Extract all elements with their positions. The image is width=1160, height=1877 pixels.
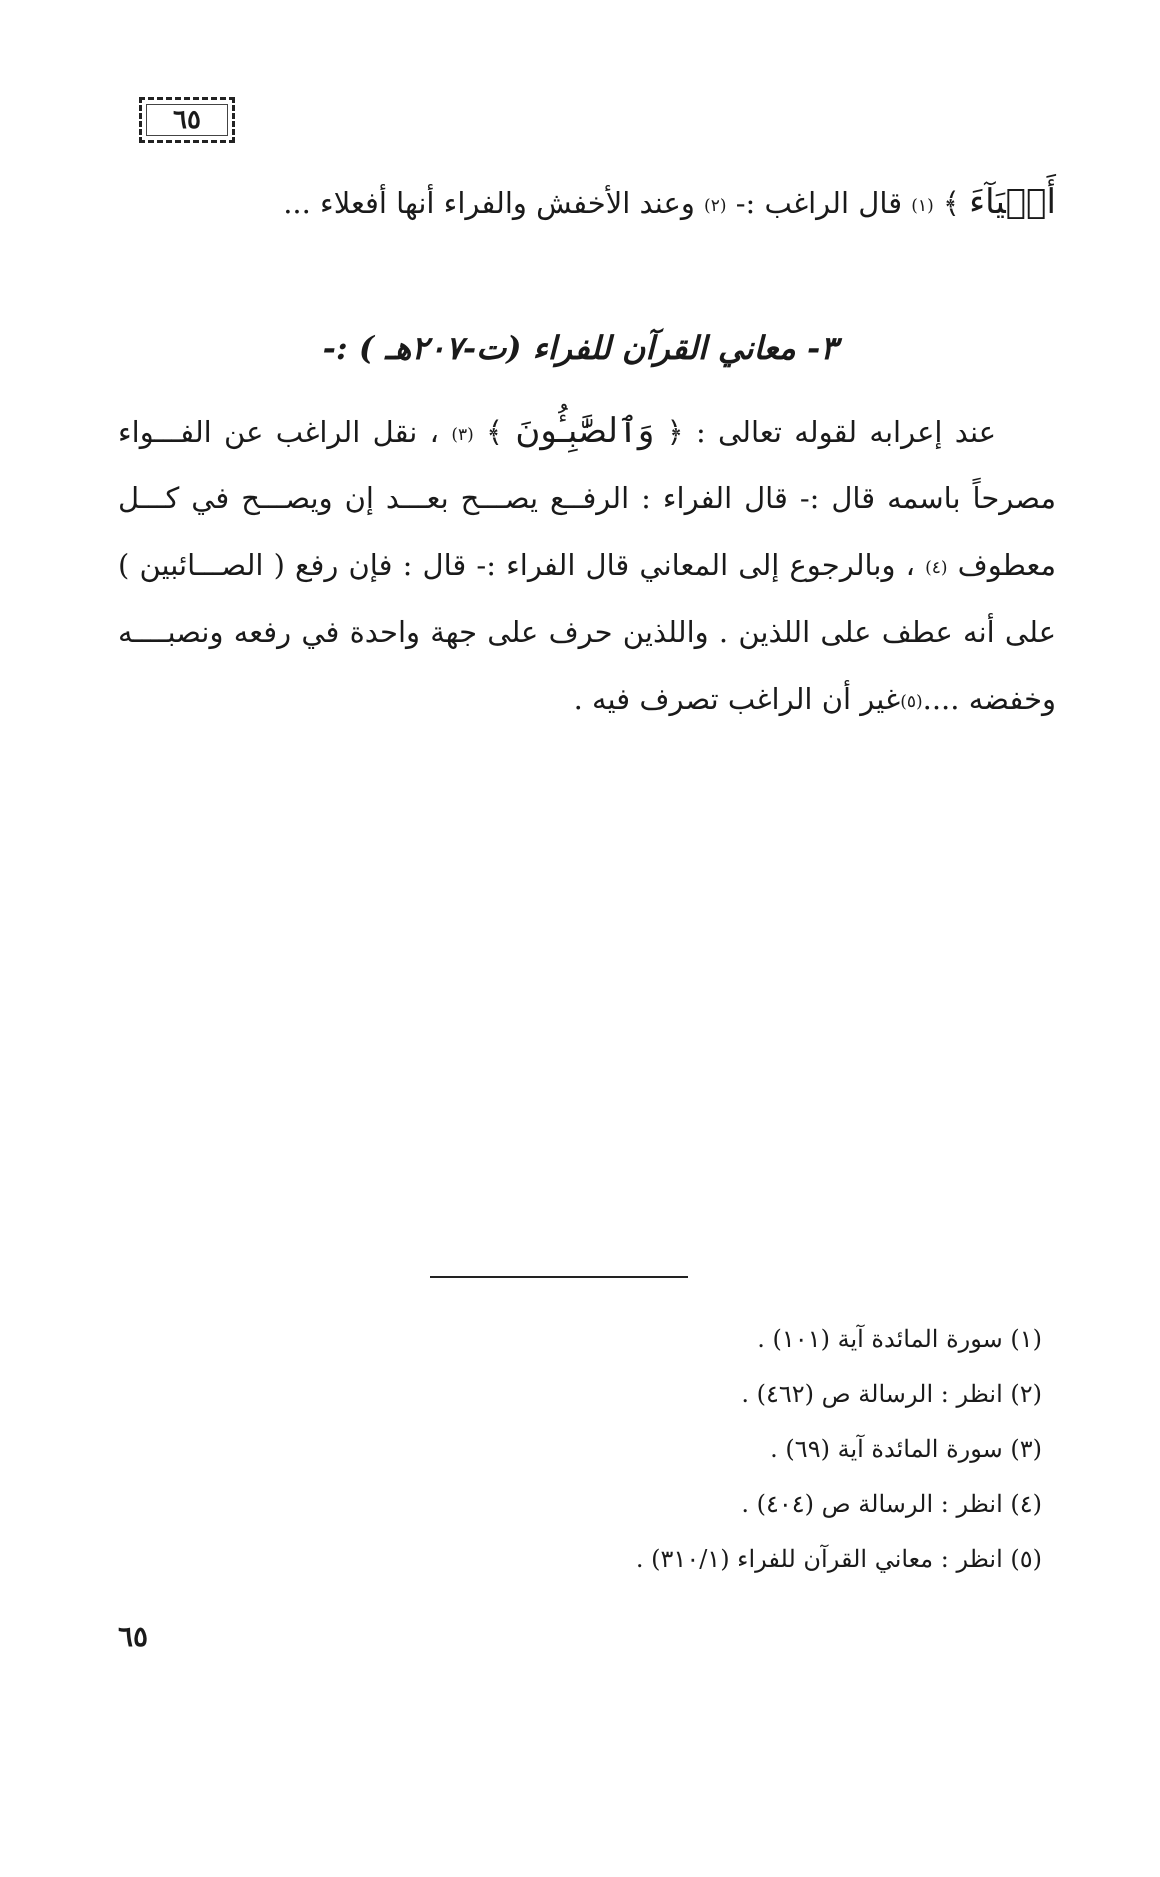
opening-text-b: وعند الأخفش والفراء أنها أفعلاء ... — [283, 186, 695, 220]
footnote-ref-5: (٥) — [900, 692, 923, 712]
footnote-ref-3: (٣) — [451, 425, 474, 445]
line1-text-b: ، نقل الراغب عن الفـــواء — [118, 415, 439, 449]
footnote-ref-4: (٤) — [925, 558, 948, 578]
body-paragraph — [118, 398, 1056, 733]
line5-text-b: غير أن الراغب تصرف فيه . — [573, 682, 901, 716]
page-number-bottom: ٦٥ — [118, 1620, 149, 1653]
opening-line — [200, 172, 1056, 236]
body-line-1 — [118, 398, 1056, 465]
line3-text-b: ، وبالرجوع إلى المعاني قال الفراء :- قال : فإن رفع ( الصـــائبين ) — [118, 548, 915, 582]
page-number-box — [139, 97, 235, 143]
footnote-5: (٥) انظر : معاني القرآن للفراء (٣١٠/١) . — [635, 1545, 1042, 1573]
line3-text-a: معطوف — [957, 548, 1057, 582]
line1-bracket-close: ﴾ — [486, 415, 504, 449]
section-heading: ٣- معاني القرآن للفراء (ت-٢٠٧هـ ) :- — [322, 329, 838, 367]
body-line-5 — [118, 666, 1056, 733]
footnote-1: (١) سورة المائدة آية (١٠١) . — [757, 1325, 1042, 1353]
footnote-2: (٢) انظر : الرسالة ص (٤٦٢) . — [741, 1380, 1042, 1408]
body-line-4: على أنه عطف على اللذين . واللذين حرف على جهة واحدة في رفعه ونصبــــه — [118, 615, 1056, 649]
body-line-2: مصرحاً باسمه قال :- قال الفراء : الرفــع يصـــح بعـــد إن ويصـــح في كـــل — [118, 481, 1056, 515]
footnote-ref-2: (٢) — [704, 196, 727, 216]
footnote-separator — [430, 1276, 688, 1278]
body-line-3 — [118, 532, 1056, 599]
footnote-ref-1: (١) — [911, 196, 934, 216]
line5-text-a: وخفضه .... — [922, 682, 1056, 716]
footnotes-list — [400, 1312, 1042, 1587]
line1-text-a: عند إعرابه لقوله تعالى : — [695, 415, 997, 449]
footnote-4: (٤) انظر : الرسالة ص (٤٠٤) . — [741, 1490, 1042, 1518]
opening-text-a: قال الراغب :- — [735, 186, 903, 220]
page-number-top: ٦٥ — [173, 105, 201, 135]
quran-bracket-close: ﴾ — [942, 186, 960, 220]
quran-word-ashya: أَشۡيَآءَ — [969, 182, 1056, 222]
quran-word-sabiun: وَٱلصَّٰبِـُٔونَ — [515, 411, 655, 451]
line1-bracket-open: ﴿ — [666, 415, 684, 449]
footnote-3: (٣) سورة المائدة آية (٦٩) . — [770, 1435, 1042, 1463]
